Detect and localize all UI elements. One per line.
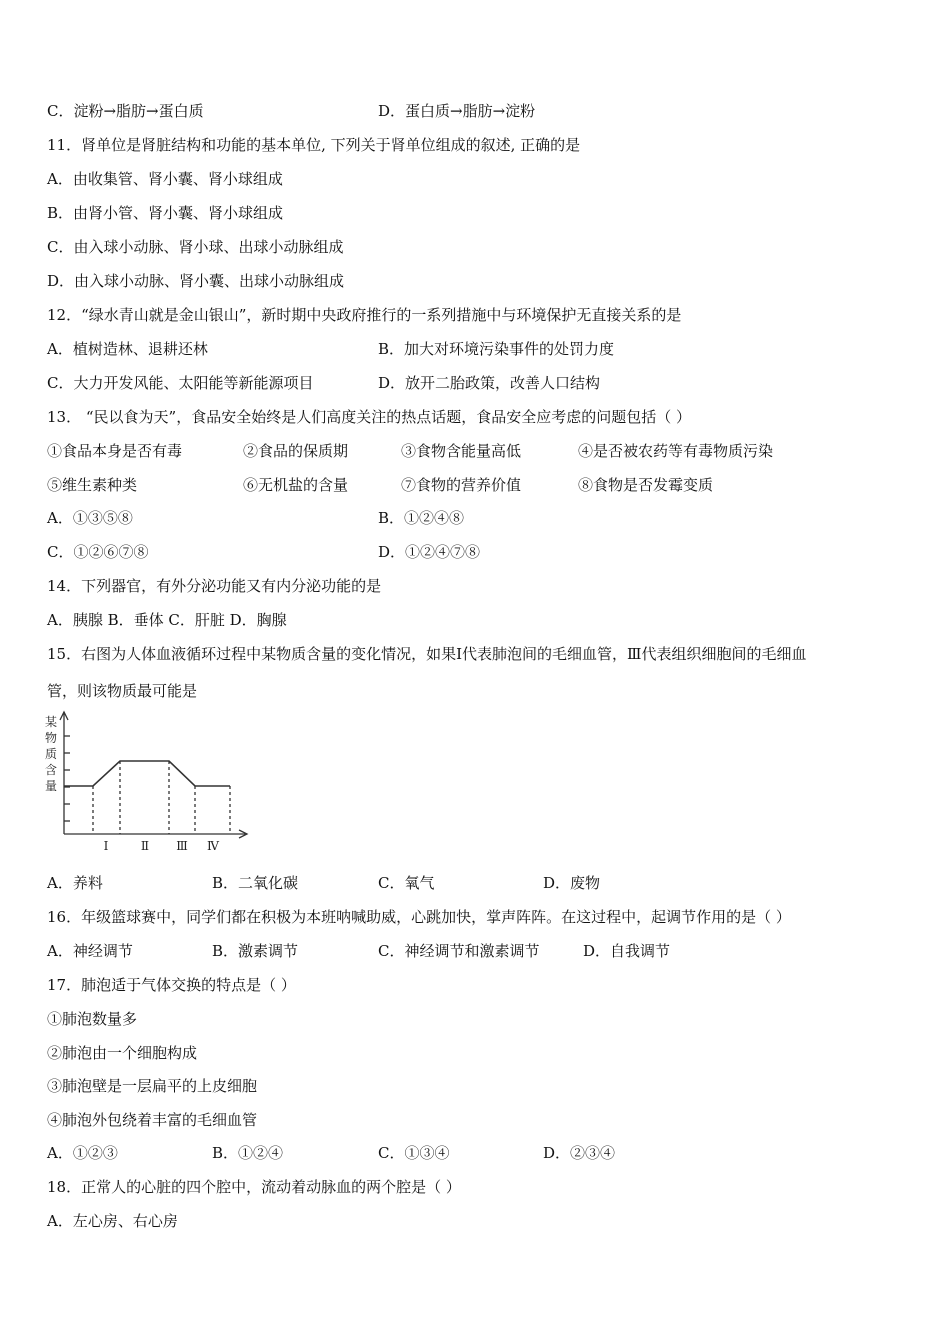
q13-option-b: B．①②④⑧	[378, 509, 465, 527]
q15-graph	[40, 708, 255, 858]
q11-option-d: D．由入球小动脉、肾小囊、出球小动脉组成	[47, 272, 345, 290]
q12-stem: 12．“绿水青山就是金山银山”，新时期中央政府推行的一系列措施中与环境保护无直接关系的是	[47, 306, 682, 324]
q13-option-d: D．①②④⑦⑧	[378, 543, 481, 561]
q17-stem: 17．肺泡适于气体交换的特点是（ ）	[47, 976, 296, 994]
q14-options: A．胰腺 B．垂体 C．肝脏 D．胸腺	[47, 611, 287, 629]
q13-item-6: ⑥无机盐的含量	[243, 476, 349, 494]
q13-item-8: ⑧食物是否发霉变质	[578, 476, 714, 494]
graph-curve	[64, 761, 230, 786]
q15-option-d: D．废物	[543, 874, 601, 892]
q12-option-a: A．植树造林、退耕还林	[47, 340, 208, 358]
q15-option-c: C．氧气	[378, 874, 435, 892]
q16-option-c: C．神经调节和激素调节	[378, 942, 540, 960]
q13-item-2: ②食品的保质期	[243, 442, 349, 460]
q13-item-3: ③食物含能量高低	[401, 442, 522, 460]
q17-item-4: ④肺泡外包绕着丰富的毛细血管	[47, 1111, 258, 1129]
q16-option-b: B．激素调节	[212, 942, 299, 960]
q13-item-1: ①食品本身是否有毒	[47, 442, 183, 460]
q13-stem: 13． “民以食为天”，食品安全始终是人们高度关注的热点话题，食品安全应考虑的问题包括（ ）	[47, 408, 691, 426]
q16-option-a: A．神经调节	[47, 942, 133, 960]
q17-option-a: A．①②③	[47, 1144, 118, 1162]
q11-option-b: B．由肾小管、肾小囊、肾小球组成	[47, 204, 284, 222]
graph-y-label-2: 物	[44, 731, 58, 745]
q11-stem: 11．肾单位是肾脏结构和功能的基本单位, 下列关于肾单位组成的叙述, 正确的是	[47, 136, 581, 154]
q18-option-a: A．左心房、右心房	[47, 1212, 178, 1230]
q12-option-c: C．大力开发风能、太阳能等新能源项目	[47, 374, 314, 392]
q16-option-d: D．自我调节	[583, 942, 671, 960]
q15-option-b: B．二氧化碳	[212, 874, 299, 892]
q13-option-a: A．①③⑤⑧	[47, 509, 133, 527]
q16-stem: 16．年级篮球赛中，同学们都在积极为本班呐喊助威，心跳加快，掌声阵阵。在这过程中，起调节作用的是（ ）	[47, 908, 791, 926]
q17-option-d: D．②③④	[543, 1144, 616, 1162]
q15-option-a: A．养料	[47, 874, 103, 892]
graph-x-label-4: Ⅳ	[207, 839, 219, 853]
q13-item-4: ④是否被农药等有毒物质污染	[578, 442, 774, 460]
graph-y-label-5: 量	[44, 779, 58, 793]
q17-item-2: ②肺泡由一个细胞构成	[47, 1044, 198, 1062]
q17-item-1: ①肺泡数量多	[47, 1010, 138, 1028]
graph-y-label-1: 某	[44, 715, 58, 729]
q13-item-7: ⑦食物的营养价值	[401, 476, 522, 494]
q13-option-c: C．①②⑥⑦⑧	[47, 543, 149, 561]
q10-option-c: C．淀粉→脂肪→蛋白质	[47, 102, 204, 120]
q10-option-d: D．蛋白质→脂肪→淀粉	[378, 102, 536, 120]
q12-option-b: B．加大对环境污染事件的处罚力度	[378, 340, 615, 358]
q18-stem: 18．正常人的心脏的四个腔中，流动着动脉血的两个腔是（ ）	[47, 1178, 461, 1196]
graph-x-label-3: Ⅲ	[176, 839, 188, 853]
q17-option-c: C．①③④	[378, 1144, 450, 1162]
graph-y-label-3: 质	[44, 747, 58, 761]
q17-item-3: ③肺泡壁是一层扁平的上皮细胞	[47, 1077, 258, 1095]
q11-option-a: A．由收集管、肾小囊、肾小球组成	[47, 170, 283, 188]
q15-stem-line-2: 管，则该物质最可能是	[47, 682, 198, 700]
q17-option-b: B．①②④	[212, 1144, 284, 1162]
q11-option-c: C．由入球小动脉、肾小球、出球小动脉组成	[47, 238, 344, 256]
graph-x-label-2: Ⅱ	[140, 839, 150, 853]
q12-option-d: D．放开二胎政策，改善人口结构	[378, 374, 601, 392]
graph-y-label-4: 含	[44, 763, 58, 777]
q13-item-5: ⑤维生素种类	[47, 476, 138, 494]
q14-stem: 14．下列器官，有外分泌功能又有内分泌功能的是	[47, 577, 382, 595]
graph-x-label-1: Ⅰ	[103, 839, 109, 853]
q15-stem-line-1: 15．右图为人体血液循环过程中某物质含量的变化情况，如果Ⅰ代表肺泡间的毛细血管，Ⅲ代表组织细胞间的毛细血	[47, 645, 807, 663]
